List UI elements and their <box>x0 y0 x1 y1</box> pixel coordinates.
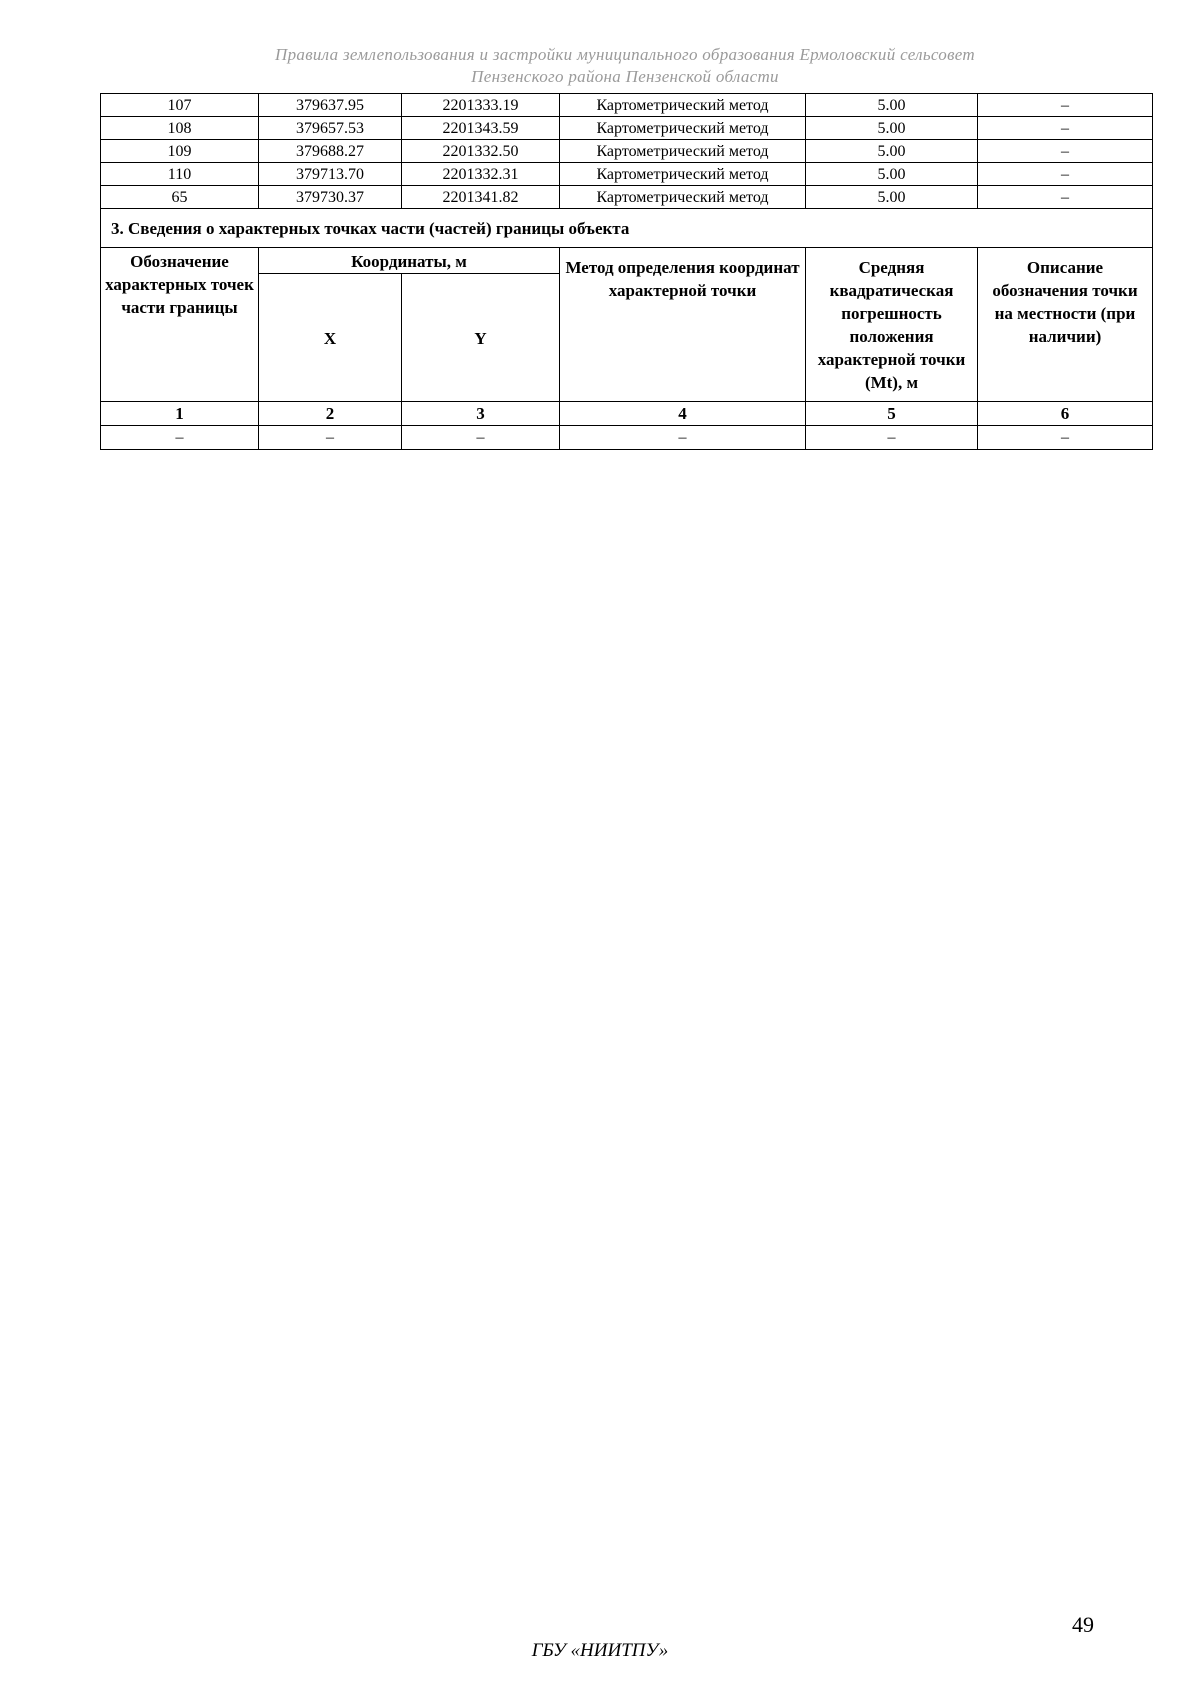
header-point: Обозначение характерных точек части границы <box>101 248 259 402</box>
empty-cell: – <box>101 426 259 450</box>
point-cell: 65 <box>101 186 259 209</box>
empty-cell: – <box>402 426 560 450</box>
point-cell: 108 <box>101 117 259 140</box>
header-y: Y <box>402 274 560 402</box>
method-cell: Картометрический метод <box>560 186 806 209</box>
column-number: 1 <box>101 402 259 426</box>
column-number-row <box>101 402 1153 426</box>
x-cell: 379637.95 <box>259 94 402 117</box>
header-row <box>101 248 1153 274</box>
table-row <box>101 163 1153 186</box>
error-cell: 5.00 <box>806 140 978 163</box>
document-header <box>100 44 1150 88</box>
method-cell: Картометрический метод <box>560 140 806 163</box>
error-cell: 5.00 <box>806 186 978 209</box>
column-number: 6 <box>978 402 1153 426</box>
column-number: 2 <box>259 402 402 426</box>
y-cell: 2201332.50 <box>402 140 560 163</box>
y-cell: 2201332.31 <box>402 163 560 186</box>
empty-row <box>101 426 1153 450</box>
method-cell: Картометрический метод <box>560 117 806 140</box>
desc-cell: – <box>978 186 1153 209</box>
empty-cell: – <box>560 426 806 450</box>
empty-cell: – <box>806 426 978 450</box>
table-row <box>101 117 1153 140</box>
point-cell: 107 <box>101 94 259 117</box>
document-footer: ГБУ «НИИТПУ» <box>531 1640 669 1661</box>
header-error <box>806 248 978 402</box>
method-cell: Картометрический метод <box>560 94 806 117</box>
error-cell: 5.00 <box>806 117 978 140</box>
header-line-2: Пензенского района Пензенской области <box>471 67 779 86</box>
point-cell: 109 <box>101 140 259 163</box>
desc-cell: – <box>978 94 1153 117</box>
x-cell: 379713.70 <box>259 163 402 186</box>
y-cell: 2201343.59 <box>402 117 560 140</box>
table-row <box>101 140 1153 163</box>
error-cell: 5.00 <box>806 163 978 186</box>
header-coords: Координаты, м <box>259 248 560 274</box>
error-cell: 5.00 <box>806 94 978 117</box>
method-cell: Картометрический метод <box>560 163 806 186</box>
point-cell: 110 <box>101 163 259 186</box>
header-x: X <box>259 274 402 402</box>
table-row <box>101 186 1153 209</box>
x-cell: 379688.27 <box>259 140 402 163</box>
desc-cell: – <box>978 117 1153 140</box>
desc-cell: – <box>978 140 1153 163</box>
desc-cell: – <box>978 163 1153 186</box>
coordinates-table <box>100 93 1153 450</box>
section-3-title: 3. Сведения о характерных точках части (частей) границы объекта <box>101 209 1153 248</box>
y-cell: 2201333.19 <box>402 94 560 117</box>
header-desc: Описание обозначения точки на местности (при наличии) <box>978 248 1153 402</box>
header-line-1: Правила землепользования и застройки муниципального образования Ермоловский сельсовет <box>275 45 975 64</box>
x-cell: 379730.37 <box>259 186 402 209</box>
empty-cell: – <box>978 426 1153 450</box>
table-row <box>101 94 1153 117</box>
header-method: Метод определения координат характерной точки <box>560 248 806 402</box>
column-number: 4 <box>560 402 806 426</box>
column-number: 5 <box>806 402 978 426</box>
header-error-text: Средняя квадратическая погрешность положения характерной точки (Mt), м <box>817 258 966 392</box>
column-number: 3 <box>402 402 560 426</box>
x-cell: 379657.53 <box>259 117 402 140</box>
section-title-row <box>101 209 1153 248</box>
page-number: 49 <box>1072 1612 1094 1637</box>
y-cell: 2201341.82 <box>402 186 560 209</box>
empty-cell: – <box>259 426 402 450</box>
